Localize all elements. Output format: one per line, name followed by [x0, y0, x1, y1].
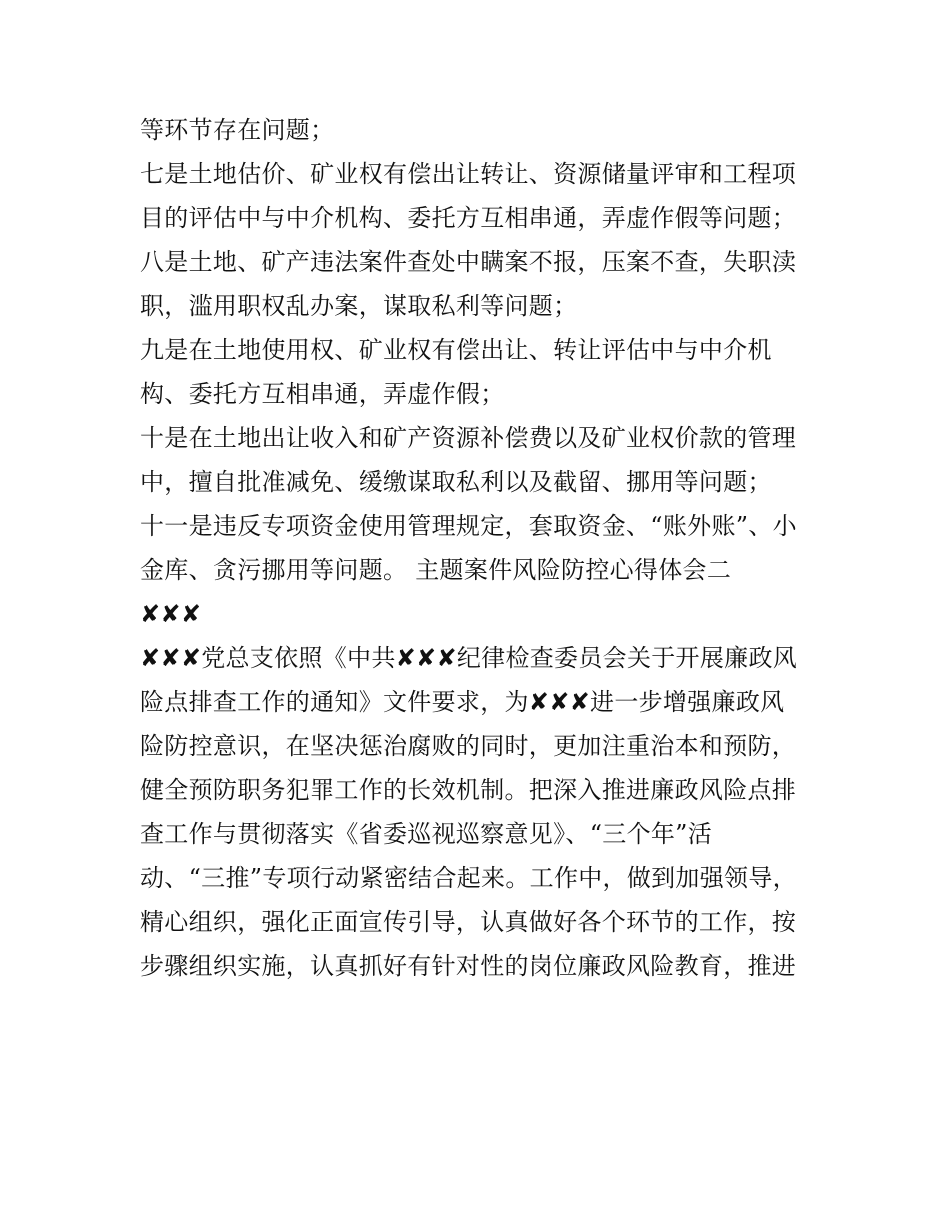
text-line: 十一是违反专项资金使用管理规定，套取资金、“账外账”、小 — [140, 512, 797, 540]
text-line: 职，滥用职权乱办案，谋取私利等问题； — [140, 292, 578, 320]
author-heading: ✘✘✘ — [140, 600, 202, 628]
text-line: 险点排查工作的通知》文件要求，为✘✘✘进一步增强廉政风 — [140, 688, 785, 716]
text-line: ✘✘✘党总支依照《中共✘✘✘纪律检查委员会关于开展廉政风 — [140, 644, 798, 672]
text-line: 九是在土地使用权、矿业权有偿出让、转让评估中与中介机 — [140, 336, 772, 364]
text-line: 健全预防职务犯罪工作的长效机制。把深入推进廉政风险点排 — [140, 776, 797, 804]
text-line: 等环节存在问题； — [140, 116, 335, 144]
text-line: 八是土地、矿产违法案件查处中瞒案不报，压案不查，失职渎 — [140, 248, 797, 276]
text-line: 动、“三推”专项行动紧密结合起来。工作中，做到加强领导， — [140, 864, 797, 892]
text-line: 目的评估中与中介机构、委托方互相串通，弄虚作假等问题； — [140, 204, 797, 232]
body-text — [140, 108, 820, 988]
text-line: 金库、贪污挪用等问题。 主题案件风险防控心得体会二 — [140, 556, 732, 584]
text-line: 中，擅自批准减免、缓缴谋取私利以及截留、挪用等问题； — [140, 468, 772, 496]
text-line: 构、委托方互相串通，弄虚作假； — [140, 380, 505, 408]
text-line: 查工作与贯彻落实《省委巡视巡察意见》、“三个年”活 — [140, 820, 713, 848]
text-line: 险防控意识，在坚决惩治腐败的同时，更加注重治本和预防， — [140, 732, 797, 760]
text-line: 精心组织，强化正面宣传引导，认真做好各个环节的工作，按 — [140, 908, 797, 936]
text-line: 十是在土地出让收入和矿产资源补偿费以及矿业权价款的管理 — [140, 424, 797, 452]
text-line: 步骤组织实施，认真抓好有针对性的岗位廉政风险教育，推进 — [140, 952, 797, 980]
text-line: 七是土地估价、矿业权有偿出让转让、资源储量评审和工程项 — [140, 160, 797, 188]
